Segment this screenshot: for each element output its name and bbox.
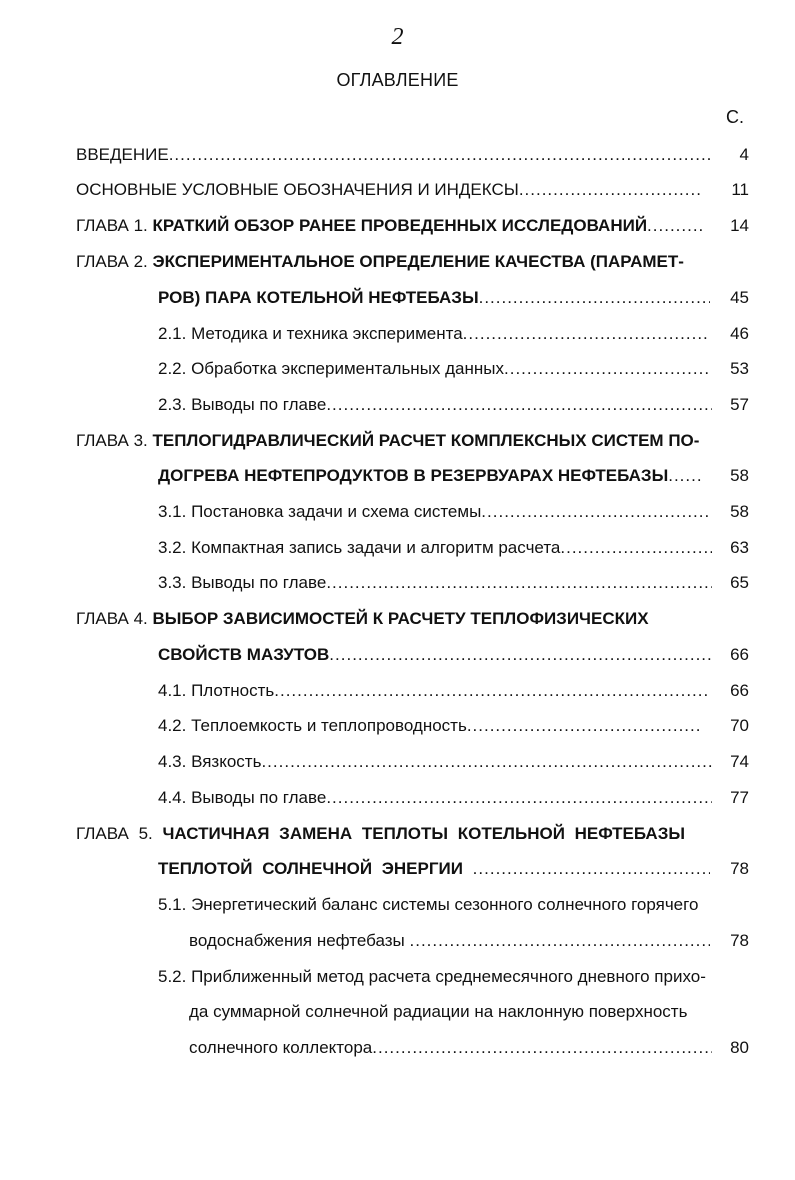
dot-leader [463, 320, 710, 348]
toc-entry-5-2-cont2 [0, 1034, 795, 1062]
chapter-prefix: ГЛАВА 4. [76, 609, 153, 628]
toc-entry-text: 4.3. Вязкость [158, 752, 262, 771]
toc-entry-chapter-5-cont [0, 855, 795, 883]
toc-entry-page: 45 [730, 288, 749, 307]
dot-leader [329, 641, 712, 669]
toc-entry-2-3 [0, 391, 795, 419]
toc-entry-4-4 [0, 784, 795, 812]
toc-entry-3-1 [0, 498, 795, 526]
dot-leader [479, 284, 710, 312]
dot-leader [473, 855, 710, 883]
dot-leader [560, 534, 712, 562]
dot-leader [481, 498, 708, 526]
toc-entry-text-line-2: да суммарной солнечной радиации на наклонную поверхность [189, 1002, 688, 1021]
toc-entry-page: 57 [730, 395, 749, 414]
toc-entry-page: 4 [739, 145, 749, 164]
toc-entry-page: 65 [730, 573, 749, 592]
toc-entry-5-1-cont [0, 927, 795, 955]
toc-entry-text: 2.1. Методика и техника эксперимента [158, 324, 463, 343]
toc-entry-text: 3.2. Компактная запись задачи и алгоритм расчета [158, 538, 561, 557]
dot-leader [169, 141, 710, 169]
toc-entry-notation [0, 176, 795, 204]
toc-entry-page: 70 [730, 716, 749, 735]
toc-entry-4-1 [0, 677, 795, 705]
toc-entry-text: 4.4. Выводы по главе [158, 788, 327, 807]
toc-entry-page: 53 [730, 359, 749, 378]
toc-entry-2-1 [0, 320, 795, 348]
page-number: 2 [391, 24, 404, 50]
toc-entry-page: 77 [730, 788, 749, 807]
toc-entry-chapter-5 [0, 820, 795, 848]
dot-leader [326, 391, 712, 419]
chapter-title: КРАТКИЙ ОБЗОР РАНЕЕ ПРОВЕДЕННЫХ ИССЛЕДОВАНИЙ [152, 216, 648, 235]
chapter-prefix: ГЛАВА 3. [76, 431, 153, 450]
toc-entry-3-2 [0, 534, 795, 562]
toc-entry-chapter-3-cont [0, 462, 795, 490]
toc-entry-chapter-1 [0, 212, 795, 240]
toc-entry-chapter-3 [0, 427, 795, 455]
toc-entry-page: 14 [730, 216, 749, 235]
toc-title: ОГЛАВЛЕНИЕ [336, 70, 459, 90]
toc-entry-5-2-cont [0, 998, 795, 1026]
chapter-title-line-2: СВОЙСТВ МАЗУТОВ [158, 645, 330, 664]
toc-entry-5-2 [0, 963, 795, 991]
chapter-title-line-1: ТЕПЛОГИДРАВЛИЧЕСКИЙ РАСЧЕТ КОМПЛЕКСНЫХ СИСТЕМ ПО- [152, 431, 700, 450]
toc-entry-page: 66 [730, 681, 749, 700]
page-column-label: С. [726, 107, 744, 127]
dot-leader [372, 1034, 712, 1062]
toc-entry-page: 66 [730, 645, 749, 664]
toc-entry-text-line-2: водоснабжения нефтебазы [189, 931, 405, 950]
dot-leader [467, 712, 702, 740]
chapter-title-line-2: ДОГРЕВА НЕФТЕПРОДУКТОВ В РЕЗЕРВУАРАХ НЕФТЕБАЗЫ [158, 466, 669, 485]
toc-entry-text-line-1: 5.1. Энергетический баланс системы сезонного солнечного горячего [158, 895, 699, 914]
dot-leader [668, 462, 702, 490]
chapter-prefix: ГЛАВА 2. [76, 252, 153, 271]
dot-leader [410, 927, 711, 955]
toc-entry-intro [0, 141, 795, 169]
chapter-prefix: ГЛАВА 5. [76, 824, 163, 843]
toc-entry-chapter-4 [0, 605, 795, 633]
toc-entry-text: 4.2. Теплоемкость и теплопроводность [158, 716, 467, 735]
toc-entry-chapter-2-cont [0, 284, 795, 312]
toc-entry-page: 63 [730, 538, 749, 557]
toc-entry-page: 80 [730, 1038, 749, 1057]
dot-leader [274, 677, 710, 705]
toc-entry-text: ОСНОВНЫЕ УСЛОВНЫЕ ОБОЗНАЧЕНИЯ И ИНДЕКСЫ [76, 180, 519, 199]
toc-entry-text-line-3: солнечного коллектора [189, 1038, 373, 1057]
dot-leader [326, 784, 712, 812]
dot-leader [261, 748, 712, 776]
toc-entry-page: 58 [730, 466, 749, 485]
toc-entry-page: 78 [730, 859, 749, 878]
toc-entry-page: 11 [731, 180, 749, 199]
toc-entry-page: 58 [730, 502, 749, 521]
toc-entry-text-line-1: 5.2. Приближенный метод расчета среднемесячного дневного прихо- [158, 967, 706, 986]
toc-entry-chapter-2 [0, 248, 795, 276]
chapter-title-line-1: ВЫБОР ЗАВИСИМОСТЕЙ К РАСЧЕТУ ТЕПЛОФИЗИЧЕСКИХ [152, 609, 649, 628]
chapter-title-line-2: РОВ) ПАРА КОТЕЛЬНОЙ НЕФТЕБАЗЫ [158, 288, 479, 307]
toc-entry-3-3 [0, 569, 795, 597]
toc-entry-text: 3.1. Постановка задачи и схема системы [158, 502, 482, 521]
toc-entry-page: 46 [730, 324, 749, 343]
toc-entry-4-3 [0, 748, 795, 776]
chapter-title-line-1: ЧАСТИЧНАЯ ЗАМЕНА ТЕПЛОТЫ КОТЕЛЬНОЙ НЕФТЕБАЗЫ [162, 824, 685, 843]
toc-entry-2-2 [0, 355, 795, 383]
toc-entry-chapter-4-cont [0, 641, 795, 669]
toc-entry-text: ВВЕДЕНИЕ [76, 145, 169, 164]
toc-entry-5-1 [0, 891, 795, 919]
toc-entry-text: 4.1. Плотность [158, 681, 275, 700]
dot-leader [326, 569, 712, 597]
toc-entry-page: 74 [730, 752, 749, 771]
toc-entry-text: 2.2. Обработка экспериментальных данных [158, 359, 505, 378]
toc-entry-text: 3.3. Выводы по главе [158, 573, 327, 592]
chapter-title-line-1: ЭКСПЕРИМЕНТАЛЬНОЕ ОПРЕДЕЛЕНИЕ КАЧЕСТВА (ПАРАМЕТ- [152, 252, 684, 271]
toc-entry-text: 2.3. Выводы по главе [158, 395, 327, 414]
dot-leader [647, 212, 704, 240]
dot-leader [519, 176, 700, 204]
toc-entry-4-2 [0, 712, 795, 740]
dot-leader [504, 355, 710, 383]
chapter-prefix: ГЛАВА 1. [76, 216, 153, 235]
chapter-title-line-2: ТЕПЛОТОЙ СОЛНЕЧНОЙ ЭНЕРГИИ [158, 859, 463, 878]
toc-entry-page: 78 [730, 931, 749, 950]
